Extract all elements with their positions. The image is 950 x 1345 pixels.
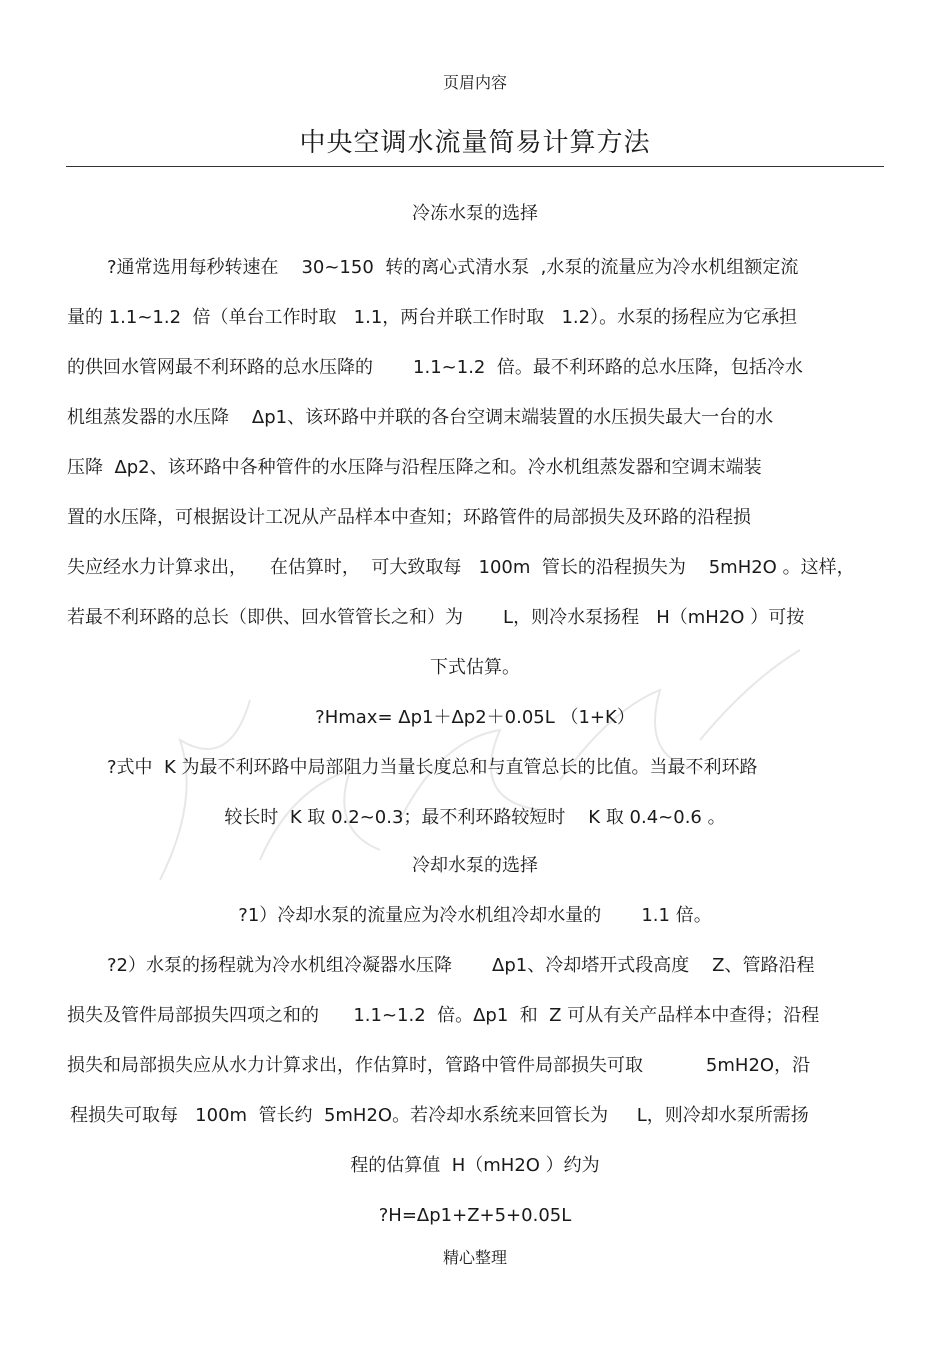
paragraph-line: ?1）冷却水泵的流量应为冷水机组冷却水量的 1.1 倍。 (238, 905, 712, 926)
paragraph-line: 下式估算。 (430, 657, 520, 678)
paragraph-line: ?2）水泵的扬程就为冷水机组冷凝器水压降 Δp1、冷却塔开式段高度 Z、管路沿程 (107, 955, 815, 976)
page-footer: 精心整理 (442, 1248, 507, 1267)
paragraph-line: 机组蒸发器的水压降 Δp1、该环路中并联的各台空调末端装置的水压损失最大一台的水 (67, 407, 774, 428)
paragraph-line: 程损失可取每 100m 管长约 5mH2O。若冷却水系统来回管长为 L，则冷却水泵所需扬 (70, 1105, 809, 1126)
paragraph-line: ?通常选用每秒转速在 30~150 转的离心式清水泵 ,水泵的流量应为冷水机组额定流 (107, 257, 799, 278)
paragraph-line: 失应经水力计算求出， 在估算时， 可大致取每 100m 管长的沿程损失为 5mH2O 。这样， (67, 557, 855, 578)
paragraph-line: 置的水压降，可根据设计工况从产品样本中查知；环路管件的局部损失及环路的沿程损 (67, 507, 751, 528)
paragraph-line: 量的 1.1~1.2 倍（单台工作时取 1.1，两台并联工作时取 1.2）。水泵的扬程应为它承担 (67, 307, 798, 328)
paragraph-line: 较长时 K 取 0.2~0.3；最不利环路较短时 K 取 0.4~0.6 。 (224, 807, 726, 828)
section-heading-cooling-pump: 冷却水泵的选择 (412, 855, 538, 876)
formula-hmax: ?Hmax= Δp1＋Δp2＋0.05L （1+K） (315, 707, 635, 728)
section-heading-chilled-pump: 冷冻水泵的选择 (412, 203, 538, 224)
formula-h: ?H=Δp1+Z+5+0.05L (378, 1205, 572, 1226)
paragraph-line: 压降 Δp2、该环路中各种管件的水压降与沿程压降之和。冷水机组蒸发器和空调末端装 (67, 457, 762, 478)
title-divider (66, 166, 884, 167)
page-header: 页眉内容 (442, 73, 507, 92)
document-title: 中央空调水流量简易计算方法 (299, 128, 651, 158)
paragraph-line: 若最不利环路的总长（即供、回水管管长之和）为 L，则冷水泵扬程 H（mH2O ）可按 (67, 607, 805, 628)
paragraph-line: ?式中 K 为最不利环路中局部阻力当量长度总和与直管总长的比值。当最不利环路 (107, 757, 758, 778)
paragraph-line: 损失和局部损失应从水力计算求出，作估算时，管路中管件局部损失可取 5mH2O，沿 (67, 1055, 811, 1076)
paragraph-line: 损失及管件局部损失四项之和的 1.1~1.2 倍。Δp1 和 Z 可从有关产品样本中查得；沿程 (67, 1005, 820, 1026)
paragraph-line: 程的估算值 H（mH2O ）约为 (350, 1155, 600, 1176)
paragraph-line: 的供回水管网最不利环路的总水压降的 1.1~1.2 倍。最不利环路的总水压降，包括冷水 (67, 357, 803, 378)
